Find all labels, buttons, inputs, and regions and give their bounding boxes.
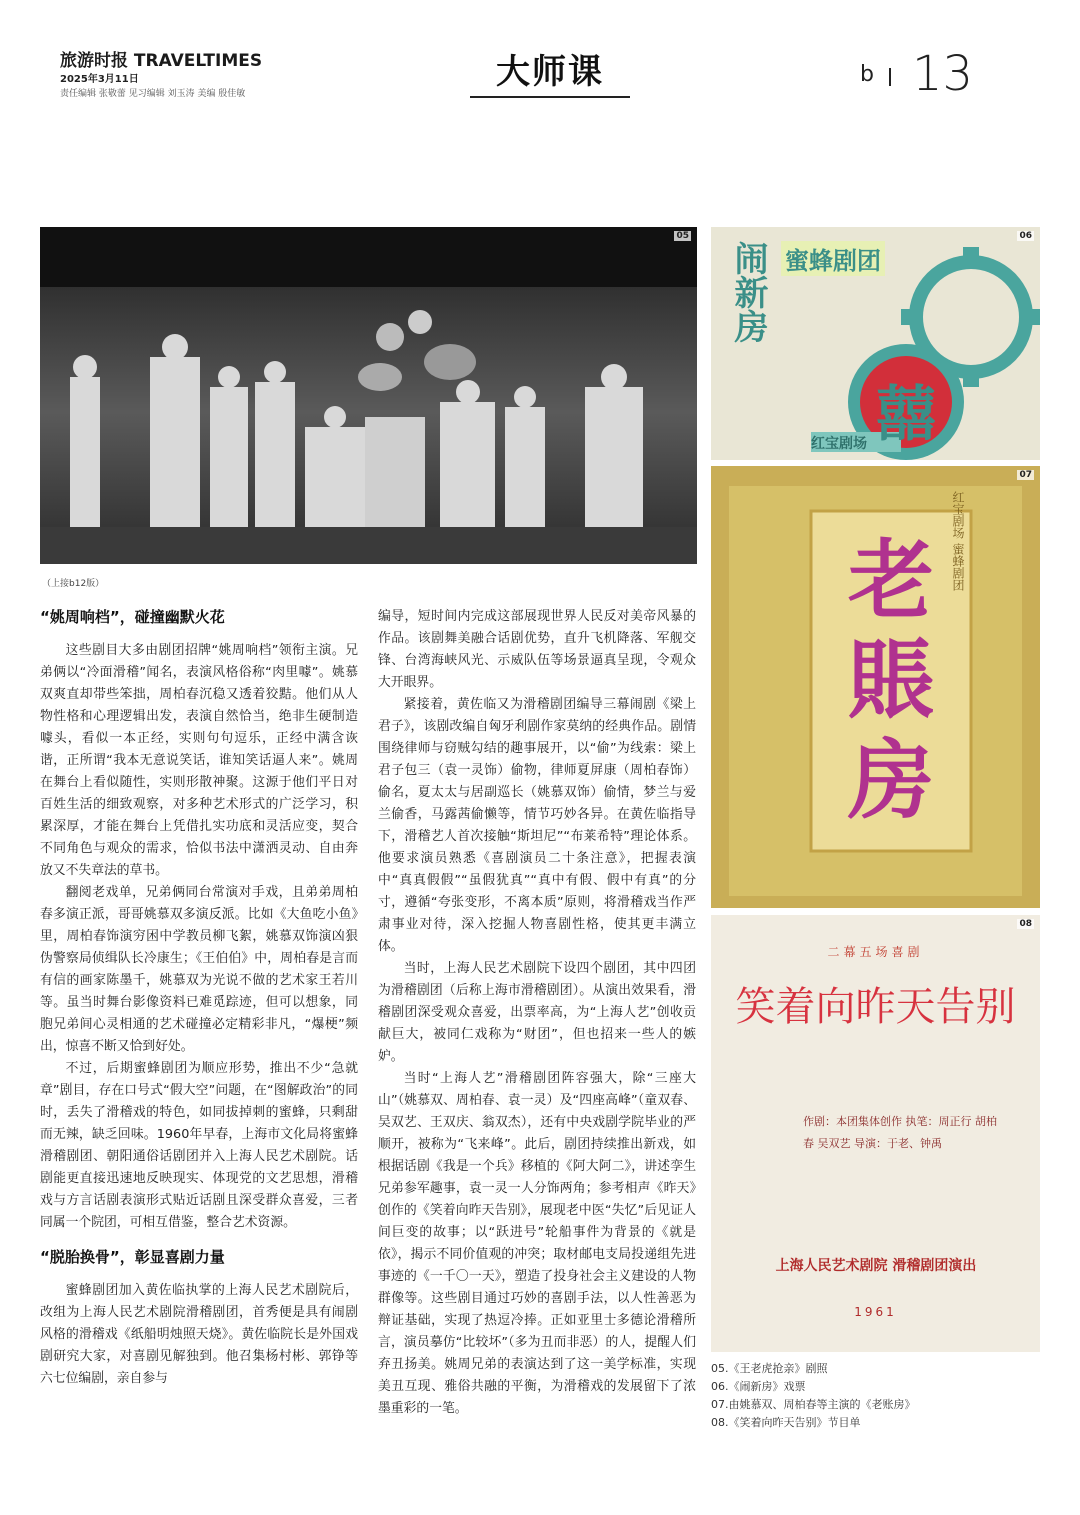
paragraph: 蜜蜂剧团加入黄佐临执掌的上海人民艺术剧院后，改组为上海人民艺术剧院滑稽剧团，首秀便是具有闹剧风格的滑稽戏《纸船明烛照天烧》。黄佐临院长是外国戏剧研究大家，对喜剧见解独到。他召集杨村彬、郭铮等六七位编剧，亲自参与: [40, 1283, 358, 1386]
masthead: 旅游时报 TRAVELTIMES: [60, 51, 263, 71]
cover-title: 老賬房: [848, 530, 934, 831]
photo-captions: [711, 1360, 1040, 1432]
programme-title: 笑着向昨天告别: [735, 984, 1016, 1030]
programme-subtitle: 二幕五场喜剧: [827, 945, 924, 959]
ticket-xi-character: 囍: [876, 380, 936, 450]
stage-scene-illustration: [40, 227, 697, 564]
continued-from-note: （上接b12版）: [42, 579, 105, 589]
ticket-venue: 红宝剧场: [811, 436, 867, 452]
programme-year: 1961: [854, 1305, 897, 1319]
page-number: 13: [912, 46, 974, 102]
issue-date: 2025年3月11日: [60, 74, 139, 85]
paragraph: 当时“上海人艺”滑稽剧团阵容强大，除“三座大山”（姚慕双、周柏春、袁一灵）及“四座高峰”（童双春、吴双艺、王双庆、翁双杰），还有中央戏剧学院毕业的严顺开，被称为“飞来峰”。此后，剧团持续推出新戏，如根据话剧《我是一个兵》移植的《阿大阿二》，讲述孪生兄弟参军趣事，袁一灵一人分饰两角；参考相声《昨天》创作的《笑着向昨天告别》，展现老中医“失忆”后见证人间巨变的故事；以“跃进号”轮船事件为背景的《就是依》，揭示不同价值观的冲突；取材邮电支局投递组先进事迹的《一千〇一天》，塑造了投身社会主义建设的人物群像等。这些剧目通过巧妙的喜剧手法，以人性善恶为辩证基础，实现了热逗冷捧。正如亚里士多德论滑稽所言，演员摹仿“比较坏”（多为丑而非恶）的人，提醒人们弃丑扬美。姚周兄弟的表演达到了这一美学标准，实现美丑互现、雅俗共融的平衡，为滑稽戏的发展留下了浓墨重彩的一笔。: [378, 1071, 696, 1416]
paragraph: 这些剧目大多由剧团招牌“姚周响档”领衔主演。兄弟俩以“冷面滑稽”闻名，表演风格俗称“肉里噱”。姚慕双爽直却带些笨拙，周柏春沉稳又透着狡黠。他们从人物性格和心理逻辑出发，表演自然恰当，绝非生硬制造噱头，看似一本正经，实则句句逗乐，正经中满含诙谐，正所谓“我本无意说笑话，谁知笑话逼人来”。姚周在舞台上看似随性，实则形散神聚。这源于他们平日对百姓生活的细致观察，对多种艺术形式的广泛学习，积累深厚，才能在舞台上凭借扎实功底和灵活应变，契合不同角色与观众的需求，恰似书法中潇洒灵动、自由奔放又不失章法的草书。: [40, 643, 358, 878]
photo-programme: [711, 915, 1040, 1352]
ticket-title: 闹新房: [728, 241, 768, 343]
subheading-tuo-tai-huan-gu: “脱胎换骨”，彰显喜剧力量: [40, 1248, 225, 1266]
paragraph: 紧接着，黄佐临又为滑稽剧团编导三幕闹剧《梁上君子》，该剧改编自匈牙利剧作家莫纳的经典作品。剧情围绕律师与窃贼勾结的趣事展开，以“偷”为线索：梁上君子包三（袁一灵饰）偷物，律师夏屏康（周柏春饰）偷名，夏太太与居副巡长（姚慕双饰）偷情，梦兰与爱兰偷香，马露茜偷懒等，情节巧妙各异。在黄佐临指导下，滑稽艺人首次接触“斯坦尼”“布莱希特”理论体系。他要求演员熟悉《喜剧演员二十条注意》，把握表演中“真真假假”“虽假犹真”“真中有假、假中有真”的分寸，遵循“夸张变形，不离本质”原则，将滑稽戏当作严肃事业对待，深入挖掘人物喜剧性格，使其更丰满立体。: [378, 697, 696, 954]
photo-stage-scene: [40, 227, 697, 564]
ticket-troupe: 蜜蜂剧团: [781, 241, 885, 276]
photo-number: 05: [676, 231, 689, 241]
photo-number: 08: [1019, 919, 1032, 929]
paragraph: 不过，后期蜜蜂剧团为顺应形势，推出不少“急就章”剧目，存在口号式“假大空”问题，在“图解政治”的同时，丢失了滑稽戏的特色，如同拔掉刺的蜜蜂，只剩甜而无辣，缺乏回味。1960年早春，上海市文化局将蜜蜂滑稽剧团、朝阳通俗话剧团并入上海人民艺术剧院。话剧能更直接迅速地反映现实、体现党的文艺思想，滑稽戏与方言话剧表演形式贴近话剧且深受群众喜爱，三者同属一个院团，可相互借鉴，整合艺术资源。: [40, 1061, 358, 1230]
caption-07: 07.由姚慕双、周柏春等主演的《老账房》: [711, 1398, 916, 1411]
page-separator: [889, 68, 891, 86]
photo-number: 07: [1019, 470, 1032, 480]
photo-ticket-nao-xin-fang: [711, 227, 1040, 460]
paragraph: 编导，短时间内完成这部展现世界人民反对美帝风暴的作品。该剧舞美融合话剧优势，直升飞机降落、军舰交锋、台湾海峡风光、示威队伍等场景逼真呈现，令观众大开眼界。: [378, 609, 696, 690]
programme-troupe: 上海人民艺术剧院 滑稽剧团演出: [775, 1258, 977, 1274]
subheading-yao-zhou: “姚周响档”，碰撞幽默火花: [40, 608, 225, 626]
page-letter: b: [860, 62, 874, 87]
programme-credits: 作剧：本团集体创作 执笔：周正行 胡柏春 吴双艺 导演：于老、钟禹: [803, 1115, 997, 1150]
section-title-rule: [470, 96, 630, 98]
caption-05: 05.《王老虎抢亲》剧照: [711, 1362, 828, 1375]
article-column-1: [40, 606, 358, 1390]
photo-number: 06: [1019, 231, 1032, 241]
caption-08: 08.《笑着向昨天告别》节目单: [711, 1416, 861, 1429]
cover-troupe: 红宝剧场 蜜蜂剧团: [951, 491, 965, 591]
caption-06: 06.《闹新房》戏票: [711, 1380, 806, 1393]
editor-credits: 责任编辑 张敬蕾 见习编辑 刘玉涛 美编 殷佳敏: [60, 89, 246, 99]
paragraph: 翻阅老戏单，兄弟俩同台常演对手戏，且弟弟周柏春多演正派，哥哥姚慕双多演反派。比如《大鱼吃小鱼》里，周柏春饰演穷困中学教员柳飞絮，姚慕双饰演凶狠伪警察局侦缉队长冷康生；《王伯伯》中，周柏春是言而有信的画家陈墨千，姚慕双为光说不做的艺术家王若川等。虽当时舞台影像资料已难觅踪迹，但可以想象，同胞兄弟间心灵相通的艺术碰撞必定精彩非凡，“爆梗”频出，惊喜不断又恰到好处。: [40, 885, 358, 1054]
paragraph: 当时，上海人民艺术剧院下设四个剧团，其中四团为滑稽剧团（后称上海市滑稽剧团）。从演出效果看，滑稽剧团深受观众喜爱，出票率高，为“上海人艺”创收贡献巨大，被同仁戏称为“财团”，但也招来一些人的嫉妒。: [378, 961, 696, 1064]
photo-cover-lao-zhang-fang: [711, 466, 1040, 908]
article-column-2: [378, 606, 696, 1420]
section-title: 大师课: [496, 52, 604, 92]
